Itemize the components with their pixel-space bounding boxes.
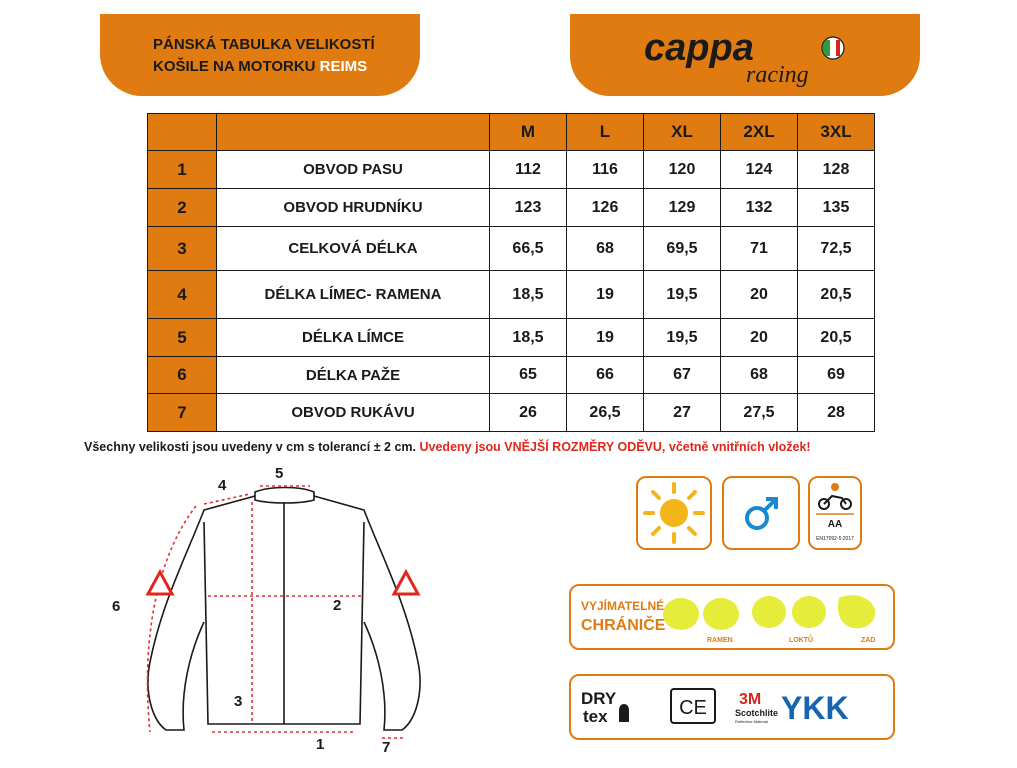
table-cell: 68 <box>567 227 644 271</box>
row-label: OBVOD PASU <box>217 151 490 189</box>
cappa-racing-logo <box>640 26 860 90</box>
header-corner <box>148 114 217 151</box>
summer-badge <box>636 476 712 550</box>
table-cell: 19 <box>567 319 644 357</box>
measure-label-7: 7 <box>382 739 391 756</box>
row-label: DÉLKA PAŽE <box>217 357 490 394</box>
scotch-sub: Reflective Material <box>735 719 768 724</box>
drytex-logo <box>581 689 629 726</box>
table-cell: 27 <box>644 394 721 432</box>
row-label: DÉLKA LÍMEC- RAMENA <box>217 271 490 319</box>
table-cell: 72,5 <box>798 227 875 271</box>
protectors-title-line-2: CHRÁNIČE <box>581 617 666 634</box>
tolerance-text: Všechny velikosti jsou uvedeny v cm s tolerancí ± 2 cm. <box>84 440 417 454</box>
table-cell: 67 <box>644 357 721 394</box>
outer-dimensions-warning: Uvedeny jsou VNĚJŠÍ ROZMĚRY ODĚVU, včetně vnitřních vložek! <box>419 440 811 454</box>
table-row <box>148 227 875 271</box>
measure-label-2: 2 <box>333 597 342 614</box>
shirt-outline <box>148 488 420 731</box>
table-cell: 126 <box>567 189 644 227</box>
motorcycle-rider-icon <box>810 478 860 548</box>
table-cell: 18,5 <box>490 271 567 319</box>
table-cell: 19,5 <box>644 271 721 319</box>
table-row <box>148 357 875 394</box>
page-title <box>153 34 375 78</box>
male-icon <box>724 478 798 548</box>
measure-label-6: 6 <box>112 598 121 615</box>
row-number: 1 <box>148 151 217 189</box>
row-label: OBVOD RUKÁVU <box>217 394 490 432</box>
scotch-name: Scotchlite <box>735 708 779 718</box>
table-cell: 68 <box>721 357 798 394</box>
scotchlite-logo <box>735 691 778 724</box>
table-cell: 71 <box>721 227 798 271</box>
shoulders-label: RAMEN <box>707 637 733 644</box>
row-number: 6 <box>148 357 217 394</box>
row-label: OBVOD HRUDNÍKU <box>217 189 490 227</box>
size-header: L <box>567 114 644 151</box>
size-header: 3XL <box>798 114 875 151</box>
table-cell: 20,5 <box>798 271 875 319</box>
ykk-logo: YKK <box>781 690 849 726</box>
title-line-2 <box>153 56 375 78</box>
drytex-bottom: tex <box>583 707 608 726</box>
header-label-cell <box>217 114 490 151</box>
brands-panel <box>569 674 895 740</box>
protectors-graphic <box>571 586 893 648</box>
table-cell: 123 <box>490 189 567 227</box>
table-cell: 66,5 <box>490 227 567 271</box>
mens-badge <box>722 476 800 550</box>
logo-brand: cappa <box>644 27 754 69</box>
table-row <box>148 394 875 432</box>
ce-mark-icon <box>671 689 715 723</box>
measure-label-1: 1 <box>316 736 325 753</box>
table-cell: 132 <box>721 189 798 227</box>
back-label: ZAD <box>861 637 876 644</box>
back-protector-icon <box>838 595 875 628</box>
elbows-label: LOKTŮ <box>789 637 814 644</box>
certification-badge <box>808 476 862 550</box>
table-cell: 26,5 <box>567 394 644 432</box>
measure-label-3: 3 <box>234 693 243 710</box>
table-cell: 20 <box>721 319 798 357</box>
table-cell: 135 <box>798 189 875 227</box>
shirt-measurement-diagram <box>100 462 460 762</box>
measure-label-4: 4 <box>218 477 227 494</box>
row-number: 2 <box>148 189 217 227</box>
logo-sub: racing <box>746 62 809 88</box>
table-cell: 26 <box>490 394 567 432</box>
table-row <box>148 319 875 357</box>
row-label: DÉLKA LÍMCE <box>217 319 490 357</box>
drytex-top: DRY <box>581 689 617 708</box>
cert-level: AA <box>827 519 843 530</box>
measure-label-5: 5 <box>275 465 284 482</box>
table-cell: 19 <box>567 271 644 319</box>
table-cell: 129 <box>644 189 721 227</box>
table-cell: 69 <box>798 357 875 394</box>
table-cell: 19,5 <box>644 319 721 357</box>
ce-text: CE <box>679 697 707 719</box>
table-cell: 20 <box>721 271 798 319</box>
row-number: 4 <box>148 271 217 319</box>
table-row <box>148 189 875 227</box>
model-name: REIMS <box>319 58 368 75</box>
table-cell: 20,5 <box>798 319 875 357</box>
table-cell: 112 <box>490 151 567 189</box>
table-cell: 18,5 <box>490 319 567 357</box>
sun-icon <box>638 478 710 548</box>
brands-graphic <box>571 676 893 738</box>
table-row <box>148 151 875 189</box>
shoulder-protector-icon <box>663 598 739 630</box>
table-cell: 28 <box>798 394 875 432</box>
table-cell: 116 <box>567 151 644 189</box>
table-cell: 27,5 <box>721 394 798 432</box>
size-table <box>147 113 875 432</box>
warning-triangle-icon <box>148 572 418 594</box>
table-cell: 120 <box>644 151 721 189</box>
title-line-2-text: KOŠILE NA MOTORKU <box>153 58 320 75</box>
size-header: M <box>490 114 567 151</box>
italy-flag-icon <box>822 37 844 59</box>
measurement-lines <box>147 486 404 738</box>
table-cell: 65 <box>490 357 567 394</box>
elbow-protector-icon <box>752 596 826 628</box>
title-line-1: PÁNSKÁ TABULKA VELIKOSTÍ <box>153 36 375 53</box>
row-label: CELKOVÁ DÉLKA <box>217 227 490 271</box>
protectors-panel <box>569 584 895 650</box>
row-number: 7 <box>148 394 217 432</box>
cert-norm: EN17092-5:2017 <box>816 536 854 542</box>
table-cell: 128 <box>798 151 875 189</box>
table-cell: 124 <box>721 151 798 189</box>
row-number: 5 <box>148 319 217 357</box>
protectors-title-line-1: VYJÍMATELNÉ <box>581 599 665 613</box>
row-number: 3 <box>148 227 217 271</box>
table-row <box>148 271 875 319</box>
table-header-row <box>148 114 875 151</box>
scotch-3m: 3M <box>739 691 762 708</box>
table-cell: 69,5 <box>644 227 721 271</box>
table-cell: 66 <box>567 357 644 394</box>
size-header: XL <box>644 114 721 151</box>
size-header: 2XL <box>721 114 798 151</box>
tolerance-note <box>84 440 811 454</box>
